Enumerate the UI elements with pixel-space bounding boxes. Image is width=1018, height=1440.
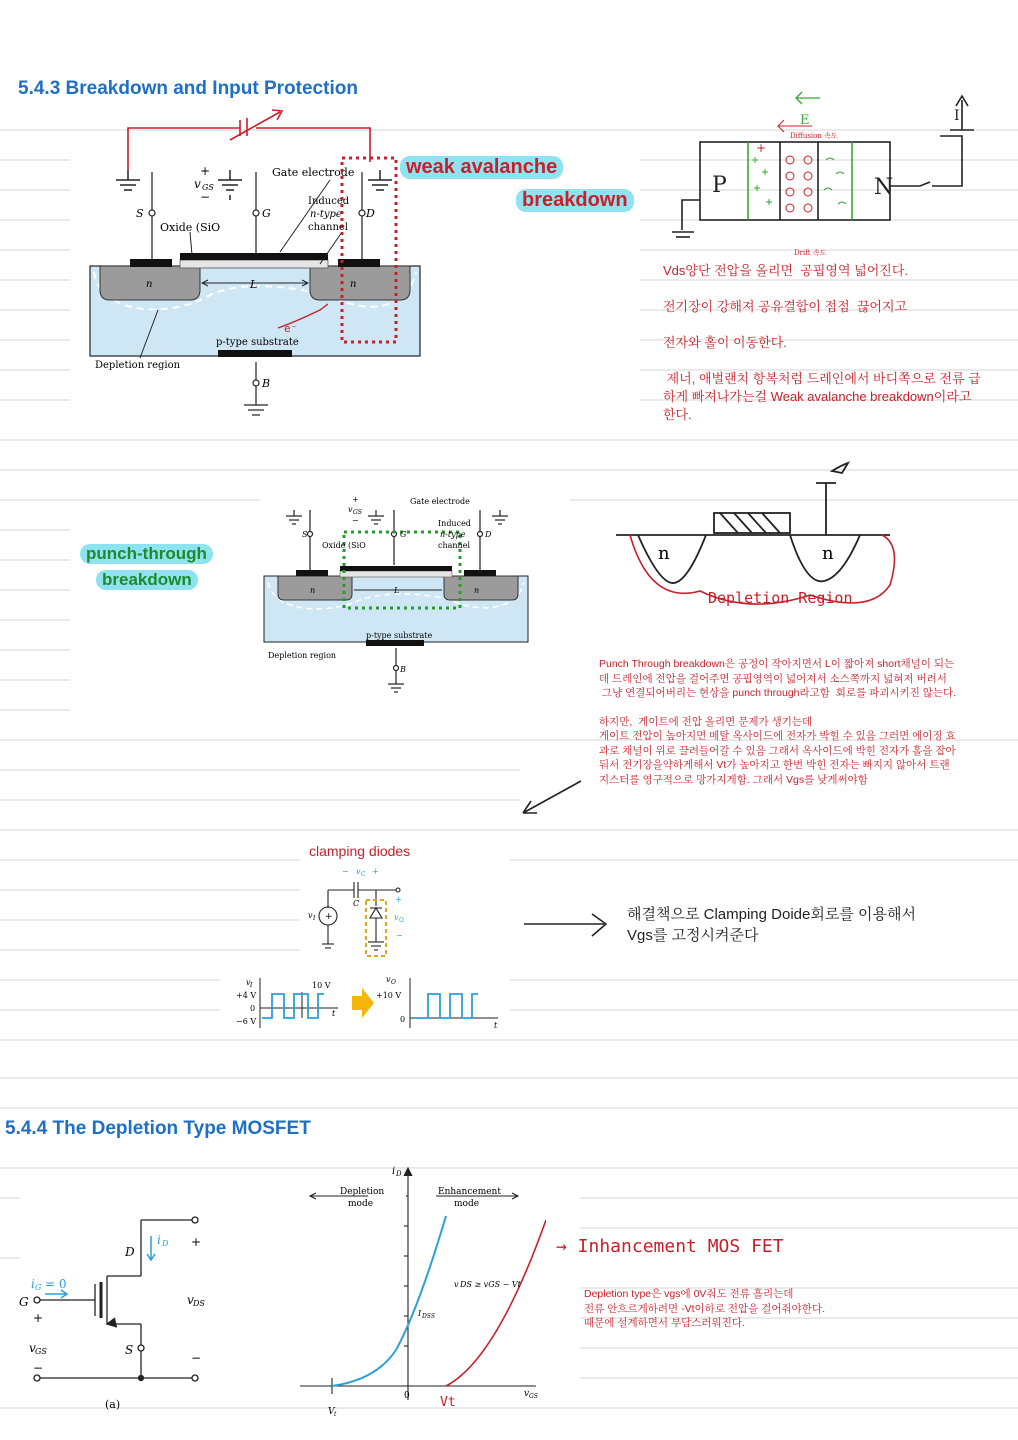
svg-text:B: B: [262, 377, 271, 390]
mosfet-cross-section-diagram: [80, 100, 440, 430]
svg-text:v: v: [454, 1280, 459, 1289]
depletion-transfer-graph: [296, 1160, 546, 1420]
svg-text:I: I: [313, 915, 316, 922]
svg-text:GS: GS: [353, 509, 362, 516]
svg-text:channel: channel: [438, 541, 470, 550]
svg-text:I: I: [954, 108, 960, 124]
svg-text:0: 0: [250, 1004, 256, 1013]
svg-text:Vt: Vt: [440, 1395, 456, 1410]
svg-text:p-type substrate: p-type substrate: [366, 631, 433, 640]
svg-text:−6 V: −6 V: [236, 1017, 257, 1026]
svg-text:v: v: [394, 913, 399, 922]
section-heading-depletion: 5.4.4 The Depletion Type MOSFET: [5, 1118, 311, 1139]
clamping-circuit: [300, 862, 420, 962]
svg-text:v: v: [348, 505, 353, 514]
svg-text:n-type: n-type: [440, 530, 466, 539]
svg-text:Gate electrode: Gate electrode: [410, 497, 470, 506]
svg-text:+: +: [756, 141, 767, 155]
svg-text:G: G: [262, 207, 271, 220]
svg-text:N: N: [874, 175, 894, 200]
svg-text:Depletion region: Depletion region: [95, 360, 181, 371]
punch-notes: [599, 657, 959, 801]
svg-text:Oxide (SiO: Oxide (SiO: [160, 221, 221, 234]
depletion-notes: Depletion type은 vgs에 0V줘도 전류 흘리는데 전류 안흐르게하려면 -Vt이하로 전압을 걸어줘야한다. 때문에 설계하면서 부담스러워진다.: [584, 1288, 826, 1329]
svg-text:D: D: [396, 1170, 402, 1178]
enhancement-mosfet-label: → Inhancement MOS FET: [556, 1236, 784, 1257]
svg-text:+: +: [191, 1235, 202, 1249]
svg-text:i: i: [31, 1277, 35, 1291]
punch-note-2: 하지만, 게이트에 전압 올리면 문제가 생기는데 게이트 전압이 높아지면 메탈 옥사이드에 전자가 박힐 수 있음 그러면 에이징 효과로 채널이 위로 끌려들어갈 수 있음 그래서 옥사이드에 박힌 전자가 홀을 잡아둬서 전기장을약하게해서 Vt가 높아지고 한번 박힌 전자는 빠지지 않아서 트랜지스터를 영구적으로 망가지게함. 그래서 Vgs를 낮게써야함: [599, 715, 956, 786]
svg-text:t: t: [334, 1411, 337, 1418]
highlight-breakdown: breakdown: [516, 189, 634, 212]
svg-text:D: D: [366, 207, 375, 220]
svg-text:G: G: [19, 1295, 29, 1309]
svg-text:mode: mode: [348, 1199, 374, 1209]
svg-text:DSS: DSS: [422, 1313, 435, 1320]
svg-text:e⁻: e⁻: [284, 322, 298, 335]
svg-text:0: 0: [400, 1015, 406, 1024]
svg-text:channel: channel: [308, 222, 348, 233]
svg-text:−: −: [200, 190, 211, 204]
svg-text:v: v: [246, 978, 251, 987]
svg-text:−: −: [342, 867, 349, 876]
svg-text:v: v: [187, 1293, 194, 1307]
clamping-diodes-title: clamping diodes: [309, 843, 411, 859]
svg-text:Gate electrode: Gate electrode: [272, 166, 355, 179]
arrow-to-solution: [520, 910, 610, 940]
svg-text:C: C: [353, 899, 360, 908]
clamp-waveforms: [228, 972, 518, 1034]
svg-text:n-type: n-type: [310, 209, 342, 220]
svg-text:D: D: [162, 1239, 169, 1248]
svg-text:L: L: [394, 586, 400, 595]
svg-text:GS: GS: [35, 1347, 47, 1356]
clamp-solution-note: 해결책으로 Clamping Doide회로를 이용해서 Vgs를 고정시켜준다: [627, 906, 916, 944]
svg-text:L: L: [250, 278, 258, 291]
svg-text:v: v: [308, 911, 313, 920]
arrow-to-clamp: [515, 775, 585, 820]
svg-text:Depletion: Depletion: [340, 1187, 385, 1197]
svg-text:n: n: [310, 586, 316, 595]
svg-text:t: t: [332, 1009, 336, 1018]
svg-text:−: −: [33, 1361, 44, 1375]
svg-text:n: n: [350, 279, 357, 290]
svg-text:0: 0: [404, 1391, 410, 1401]
svg-text:+: +: [352, 495, 359, 504]
svg-text:+10 V: +10 V: [376, 991, 402, 1000]
svg-text:Induced: Induced: [438, 519, 471, 528]
svg-text:v: v: [356, 867, 361, 876]
svg-text:n: n: [146, 279, 153, 290]
svg-text:v: v: [194, 177, 201, 191]
svg-text:t: t: [494, 1021, 498, 1030]
svg-text:S: S: [125, 1343, 134, 1357]
svg-text:v: v: [386, 975, 391, 984]
highlight-weak-avalanche: weak avalanche: [400, 156, 563, 179]
svg-text:+: +: [200, 164, 211, 178]
hand-capacitor-sketch: [128, 110, 370, 170]
svg-text:i: i: [392, 1166, 396, 1177]
punch-note-1: Punch Through breakdown은 공정이 작아지면서 L이 짧아져 short채널이 되는데 드레인에 전압을 걸어주면 공핍영역이 넓어져서 소스쪽까지 넓혀저 버려서 그냥 연결되어버리는 현상을 punch through라고함 회로를 파괴시키진 않는다.: [599, 658, 957, 699]
svg-text:C: C: [361, 871, 366, 878]
svg-text:D: D: [125, 1245, 135, 1259]
svg-text:mode: mode: [454, 1199, 480, 1209]
svg-text:GS: GS: [202, 183, 214, 192]
svg-text:= 0: = 0: [45, 1277, 67, 1291]
svg-text:I: I: [418, 1309, 422, 1318]
svg-text:Enhancement: Enhancement: [438, 1187, 501, 1197]
svg-text:+4 V: +4 V: [236, 991, 257, 1000]
depletion-region-sketch: [610, 455, 910, 635]
svg-text:10 V: 10 V: [312, 981, 331, 990]
svg-text:n: n: [474, 586, 480, 595]
svg-text:v: v: [524, 1389, 530, 1399]
svg-text:−: −: [352, 516, 359, 525]
svg-text:P: P: [712, 173, 727, 198]
svg-text:S: S: [136, 207, 144, 220]
svg-text:i: i: [157, 1233, 161, 1247]
svg-text:Depletion Region: Depletion Region: [708, 589, 853, 607]
svg-text:−: −: [191, 1351, 202, 1365]
avalanche-notes: [663, 262, 981, 442]
svg-text:V: V: [328, 1407, 335, 1417]
svg-text:O: O: [399, 917, 404, 924]
avalanche-note-4: 제너, 애벌랜치 항복처럼 드레인에서 바디쪽으로 전류 급하게 빠져나가는걸 Weak avalanche breakdown이라고 한다.: [663, 371, 981, 422]
svg-text:S: S: [302, 530, 308, 539]
depletion-mosfet-circuit: [15, 1210, 215, 1420]
svg-text:O: O: [391, 979, 396, 986]
svg-text:Diffusion 속도: Diffusion 속도: [790, 132, 838, 140]
avalanche-note-1: Vds양단 전압을 올리면 공핍영역 넓어진다.: [663, 263, 908, 278]
svg-text:G: G: [35, 1283, 42, 1292]
pn-junction-sketch: [670, 90, 990, 260]
svg-text:B: B: [400, 665, 406, 674]
avalanche-note-2: 전기장이 강해져 공유결합이 점점 끊어지고: [663, 299, 908, 314]
svg-text:+: +: [33, 1311, 44, 1325]
svg-text:+: +: [372, 867, 379, 876]
svg-text:Depletion region: Depletion region: [268, 651, 337, 660]
mosfet-punch-diagram: [260, 490, 540, 700]
svg-text:G: G: [400, 530, 407, 539]
svg-text:I: I: [250, 982, 253, 989]
svg-text:DS ≥ vGS − Vt: DS ≥ vGS − Vt: [460, 1280, 521, 1289]
svg-text:Drift 속도: Drift 속도: [794, 249, 827, 257]
svg-text:−: −: [396, 931, 403, 940]
svg-text:n: n: [822, 543, 834, 564]
avalanche-note-3: 전자와 홀이 이동한다.: [663, 335, 787, 350]
svg-text:Oxide (SiO: Oxide (SiO: [322, 541, 366, 550]
section-heading-breakdown: 5.4.3 Breakdown and Input Protection: [18, 78, 358, 99]
highlight-punch-breakdown: breakdown: [96, 570, 198, 590]
svg-text:Induced: Induced: [308, 196, 350, 207]
svg-text:v: v: [29, 1341, 36, 1355]
svg-text:E: E: [800, 113, 810, 128]
svg-text:(a): (a): [105, 1398, 121, 1411]
svg-text:+: +: [325, 912, 333, 922]
svg-text:D: D: [485, 530, 492, 539]
svg-text:DS: DS: [193, 1299, 205, 1308]
svg-text:GS: GS: [529, 1393, 538, 1400]
svg-text:n: n: [658, 543, 670, 564]
svg-text:p-type substrate: p-type substrate: [216, 337, 299, 348]
svg-text:+: +: [395, 895, 402, 904]
highlight-punch-through: punch-through: [80, 544, 213, 564]
